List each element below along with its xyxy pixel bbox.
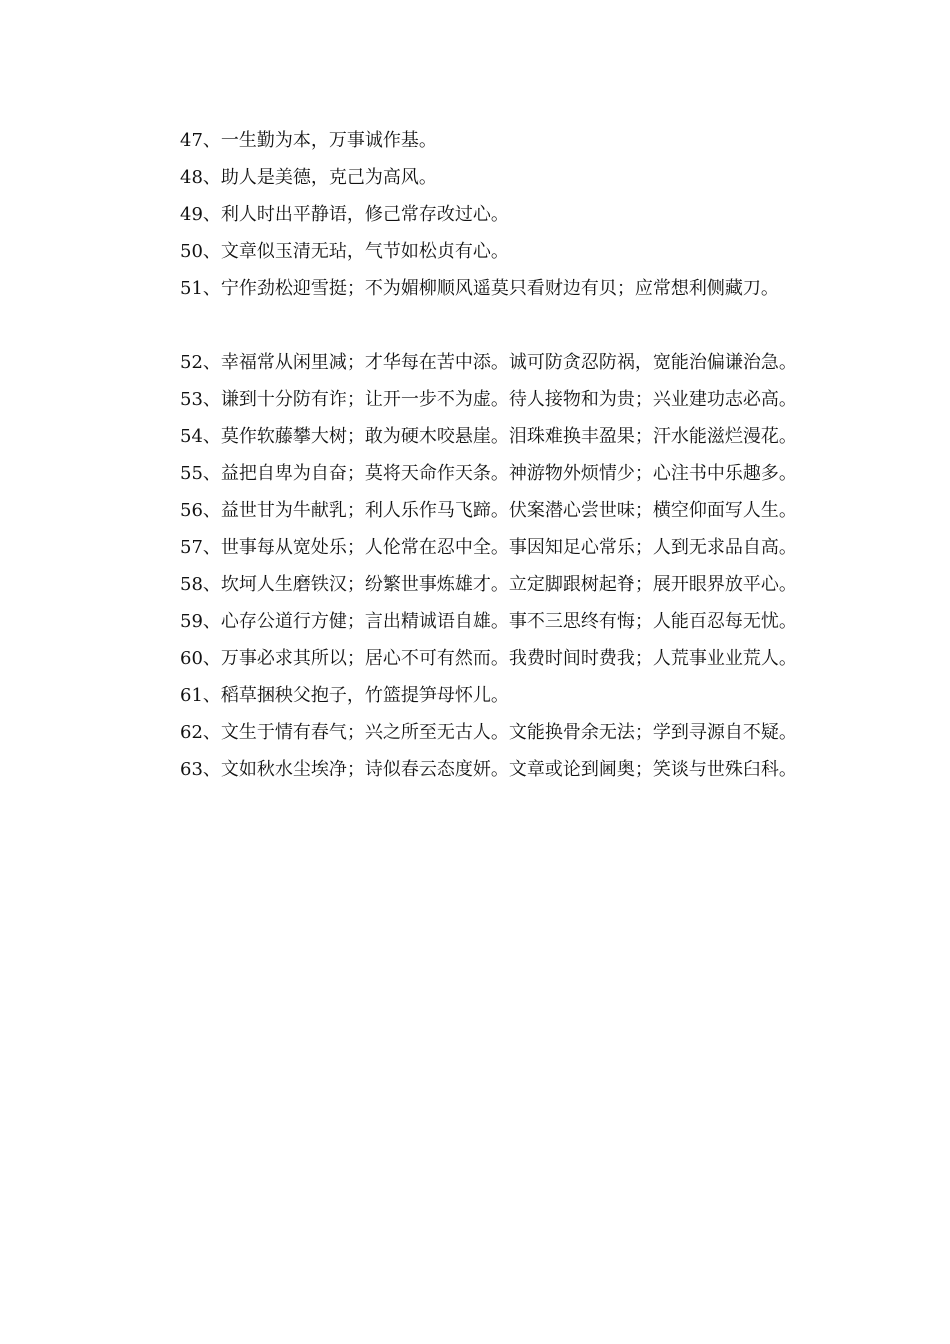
entry-54: 54、莫作软藤攀大树；敢为硬木咬悬崖。泪珠难换丰盈果；汗水能滋烂漫花。 (180, 426, 797, 447)
entry-55: 55、益把自卑为自奋；莫将天命作天条。神游物外烦情少；心注书中乐趣多。 (180, 463, 797, 484)
entry-list (143, 122, 815, 788)
entry-48: 48、助人是美德，克己为高风。 (180, 167, 437, 188)
entry-57: 57、世事每从宽处乐；人伦常在忍中全。事因知足心常乐；人到无求品自高。 (180, 537, 797, 558)
entry-59: 59、心存公道行方健；言出精诚语自雄。事不三思终有悔；人能百忍每无忧。 (180, 611, 797, 632)
entry-63: 63、文如秋水尘埃净；诗似春云态度妍。文章或论到阃奥；笑谈与世殊臼科。 (180, 759, 797, 780)
entry-49: 49、利人时出平静语，修己常存改过心。 (180, 204, 509, 225)
entry-47: 47、一生勤为本，万事诚作基。 (180, 130, 437, 151)
entry-61: 61、稻草捆秧父抱子，竹篮提笋母怀儿。 (180, 685, 509, 706)
entry-58: 58、坎坷人生磨铁汉；纷繁世事炼雄才。立定脚跟树起脊；展开眼界放平心。 (180, 574, 797, 595)
entry-60: 60、万事必求其所以；居心不可有然而。我费时间时费我；人荒事业业荒人。 (180, 648, 797, 669)
entry-52: 52、幸福常从闲里减；才华每在苦中添。诚可防贪忍防祸，宽能治偏谦治急。 (180, 352, 797, 373)
entry-50: 50、文章似玉清无玷，气节如松贞有心。 (180, 241, 509, 262)
entry-56: 56、益世甘为牛献乳；利人乐作马飞蹄。伏案潜心尝世味；横空仰面写人生。 (180, 500, 797, 521)
entry-51: 51、宁作劲松迎雪挺；不为媚柳顺风遥莫只看财边有贝；应常想利侧藏刀。 (180, 278, 779, 299)
entry-62: 62、文生于情有春气；兴之所至无古人。文能换骨余无法；学到寻源自不疑。 (180, 722, 797, 743)
entry-53: 53、谦到十分防有诈；让开一步不为虚。待人接物和为贵；兴业建功志必高。 (180, 389, 797, 410)
